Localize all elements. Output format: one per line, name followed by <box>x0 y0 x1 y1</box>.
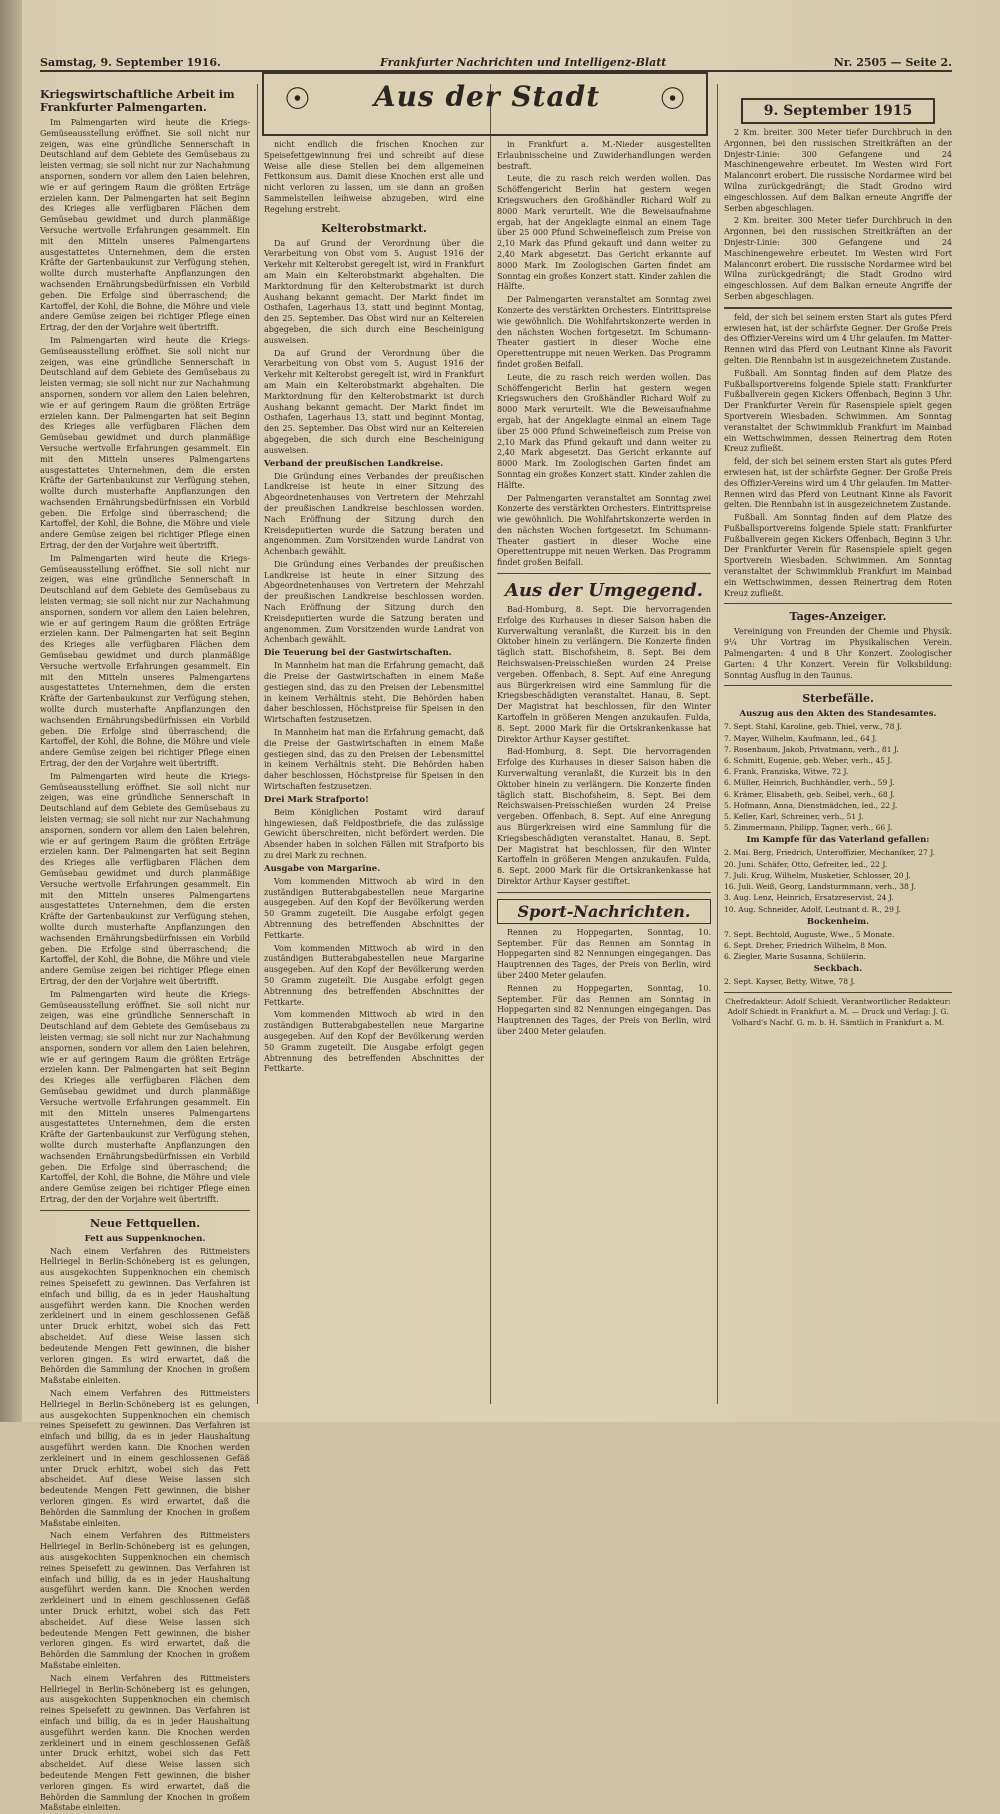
article-body-sport: Rennen zu Hoppegarten, Sonntag, 10. September. Für das Rennen am Sonntag in Hoppegarten sind 82 Nennungen eingegangen. Das Hauptrennen des Tages, der Preis von Berlin, wird über 2400 Meter gelaufen. Rennen zu Hoppegarten, Sonntag, 10. September. Für das Rennen am Sonntag in Hoppegarten sind 82 Nennungen eingegangen. Das Hauptrennen des Tages, der Preis von Berlin, wird über 2400 Meter gelaufen. <box>497 927 711 1036</box>
imprint: Chefredakteur: Adolf Schiedt. Verantwortlicher Redakteur: Adolf Schiedt in Frankfurt a. M. — Druck und Verlag: J. G. Volhard's Nachf. G. m. b. H. Sämtlich in Frankfurt a. M. <box>725 996 951 1028</box>
article-body-fettquellen: Nach einem Verfahren des Rittmeisters Hellriegel in Berlin-Schöneberg ist es gelungen, aus ausgekochten Suppenknochen ein chemisch reines Speisefett zu gewinnen. Das Verfahren ist einfach und billig, da es in jeder Haushaltung ausgeführt werden kann. Die Knochen werden zerkleinert und in einem geschlossenen Gefäß unter Druck erhitzt, wobei sich das Fett abscheidet. Auf diese Weise lassen sich bedeutende Mengen Fett gewinnen, die bisher verloren gingen. Es wird erwartet, daß die Behörden die Sammlung der Knochen in großem Maßstabe einleiten. Nach einem Verfahren des Rittmeisters Hellriegel in Berlin-Schöneberg ist es gelungen, aus ausgekochten Suppenknochen ein chemisch reines Speisefett zu gewinnen. Das Verfahren ist einfach und billig, da es in jeder Haushaltung ausgeführt werden kann. Die Knochen werden zerkleinert und in einem geschlossenen Gefäß unter Druck erhitzt, wobei sich das Fett abscheidet. Auf diese Weise lassen sich bedeutende Mengen Fett gewinnen, die bisher verloren gingen. Es wird erwartet, daß die Behörden die Sammlung der Knochen in großem Maßstabe einleiten. Nach einem Verfahren des Rittmeisters Hellriegel in Berlin-Schöneberg ist es gelungen, aus ausgekochten Suppenknochen ein chemisch reines Speisefett zu gewinnen. Das Verfahren ist einfach und billig, da es in jeder Haushaltung ausgeführt werden kann. Die Knochen werden zerkleinert und in einem geschlossenen Gefäß unter Druck erhitzt, wobei sich das Fett abscheidet. Auf diese Weise lassen sich bedeutende Mengen Fett gewinnen, die bisher verloren gingen. Es wird erwartet, daß die Behörden die Sammlung der Knochen in großem Maßstabe einleiten. Nach einem Verfahren des Rittmeisters Hellriegel in Berlin-Schöneberg ist es gelungen, aus ausgekochten Suppenknochen ein chemisch reines Speisefett zu gewinnen. Das Verfahren ist einfach und billig, da es in jeder Haushaltung ausgeführt werden kann. Die Knochen werden zerkleinert und in einem geschlossenen Gefäß unter Druck erhitzt, wobei sich das Fett abscheidet. Auf diese Weise lassen sich bedeutende Mengen Fett gewinnen, die bisher verloren gingen. Es wird erwartet, daß die Behörden die Sammlung der Knochen in großem Maßstabe einleiten. <box>40 1246 250 1813</box>
column-1 <box>40 84 250 1813</box>
seckbach-subheading: Seckbach. <box>813 964 863 975</box>
article-body-col4: feld, der sich bei seinem ersten Start als gutes Pferd erwiesen hat, ist der schärfste Gegner. Der Große Preis des Offizier-Vereins wird um 4 Uhr gelaufen. Im Matter-Rennen wird das Pferd von Leutnant Kinne als Favorit gelten. Die Rennbahn ist in ausgezeichnetem Zustande. Fußball. Am Sonntag finden auf dem Platze des Fußballsportvereins folgende Spiele statt: Frankfurter Fußballverein gegen Kickers Offenbach, Beginn 3 Uhr. Der Frankfurter Verein für Rasenspiele spielt gegen Sportverein Wiesbaden. Schwimmen. Am Sonntag veranstaltet der Schwimmklub Frankfurt im Mainbad ein Wettschwimmen, dessen Reinertrag dem Roten Kreuz zufließt. feld, der sich bei seinem ersten Start als gutes Pferd erwiesen hat, ist der schärfste Gegner. Der Große Preis des Offizier-Vereins wird um 4 Uhr gelaufen. Im Matter-Rennen wird das Pferd von Leutnant Kinne als Favorit gelten. Die Rennbahn ist in ausgezeichnetem Zustande. Fußball. Am Sonntag finden auf dem Platze des Fußballsportvereins folgende Spiele statt: Frankfurter Fußballverein gegen Kickers Offenbach, Beginn 3 Uhr. Der Frankfurter Verein für Rasenspiele spielt gegen Sportverein Wiesbaden. Schwimmen. Am Sonntag veranstaltet der Schwimmklub Frankfurt im Mainbad ein Wettschwimmen, dessen Reinertrag dem Roten Kreuz zufließt. <box>724 312 952 598</box>
list-item: 10. Aug. Schneider, Adolf, Leutnant d. R., 29 J. <box>724 904 902 914</box>
divider <box>497 573 711 574</box>
column-rule-3 <box>717 84 718 1404</box>
article-heading-margarine: Ausgabe von Margarine. <box>264 863 381 874</box>
article-lead-col2: nicht endlich die frischen Knochen zur Speisefettgewinnung frei und schreibt auf diese Weise alle diese Stellen bei dem allgemeinen Fettkonsum aus. Damit diese Knochen erst alle und nicht verloren zu lassen, um sie dann an großen Sammelstellen leihweise abzugeben, wird eine Regelung erstrebt. <box>264 140 484 214</box>
header-masthead: Frankfurter Nachrichten und Intelligenz-Blatt <box>380 56 667 69</box>
fallen-list <box>724 848 952 914</box>
divider <box>40 1210 250 1211</box>
list-item: 7. Sept. Bechtold, Auguste, Wwe., 5 Monate. <box>724 929 895 939</box>
article-body-landkreise: Die Gründung eines Verbandes der preußischen Landkreise ist heute in einer Sitzung des Abgeordnetenhauses von Vertretern der Mehrzahl der preußischen Landkreise beschlossen worden. Nach Eröffnung der Sitzung durch den Kreisdeputierten wurde die Satzung beraten und angenommen. Zum Vorsitzenden wurde Landrat von Achenbach gewählt. Die Gründung eines Verbandes der preußischen Landkreise ist heute in einer Sitzung des Abgeordnetenhauses von Vertretern der Mehrzahl der preußischen Landkreise beschlossen worden. Nach Eröffnung der Sitzung durch den Kreisdeputierten wurde die Satzung beraten und angenommen. Zum Vorsitzenden wurde Landrat von Achenbach gewählt. <box>264 471 484 645</box>
divider <box>497 892 711 893</box>
list-item: 20. Juni. Schäfer, Otto, Gefreiter, led., 22 J. <box>724 859 888 869</box>
column-rule-2 <box>490 84 491 1404</box>
article-subheading-fettquellen: Fett aus Suppenknochen. <box>84 1233 206 1244</box>
article-body-strafporto: Beim Königlichen Postamt wird darauf hingewiesen, daß Feldpostbriefe, die das zulässige Gewicht überschreiten, nicht befördert werden. Die Absender haben in solchen Fällen mit Strafporto bis zu drei Mark zu rechnen. <box>264 807 484 861</box>
article-heading-landkreise: Verband der preußischen Landkreise. <box>264 458 444 469</box>
article-body-tagesanzeiger: Vereinigung von Freunden der Chemie und Physik. 9¼ Uhr Vortrag im Physikalischen Verein. Palmengarten: 4 und 8 Uhr Konzert. Zoologischer Garten: 4 Uhr Konzert. Verein für Volksbildung: Sonntag Ausflug in den Taunus. <box>724 627 952 680</box>
death-list <box>724 722 952 833</box>
article-heading-umgegend: Aus der Umgegend. <box>505 580 703 602</box>
divider <box>724 992 952 993</box>
bockenheim-list <box>724 930 952 963</box>
article-body-col3: Leute, die zu rasch reich werden wollen. Das Schöffengericht Berlin hat gestern wegen Kriegswuchers den Großhändler Richard Wolf zu 8000 Mark verurteilt. Wie die Beweisaufnahme ergab, hat der Angeklagte einmal an einem Tage über 25 000 Pfund Schweinefleisch zum Preise von 2,10 Mark das Pfund gekauft und dann weiter zu 2,40 Mark abgesetzt. Das Gericht erkannte auf 8000 Mark. Im Zoologischen Garten findet am Sonntag ein großes Konzert statt. Kinder zahlen die Hälfte. Der Palmengarten veranstaltet am Sonntag zwei Konzerte des verstärkten Orchesters. Eintrittspreise wie gewöhnlich. Die Wohlfahrtskonzerte werden in den nächsten Wochen fortgesetzt. Im Schumann-Theater gastiert in dieser Woche eine Operettentruppe mit neuen Werken. Das Programm findet großen Beifall. Leute, die zu rasch reich werden wollen. Das Schöffengericht Berlin hat gestern wegen Kriegswuchers den Großhändler Richard Wolf zu 8000 Mark verurteilt. Wie die Beweisaufnahme ergab, hat der Angeklagte einmal an einem Tage über 25 000 Pfund Schweinefleisch zum Preise von 2,10 Mark das Pfund gekauft und dann weiter zu 2,40 Mark abgesetzt. Das Gericht erkannte auf 8000 Mark. Im Zoologischen Garten findet am Sonntag ein großes Konzert statt. Kinder zahlen die Hälfte. Der Palmengarten veranstaltet am Sonntag zwei Konzerte des verstärkten Orchesters. Eintrittspreise wie gewöhnlich. Die Wohlfahrtskonzerte werden in den nächsten Wochen fortgesetzt. Im Schumann-Theater gastiert in dieser Woche eine Operettentruppe mit neuen Werken. Das Programm findet großen Beifall. <box>497 174 711 568</box>
list-item: 7. Sept. Stahl, Karoline, geb. Thiel, verw., 78 J. <box>724 722 902 732</box>
article-lead-col3: in Frankfurt a. M.-Nieder ausgestellten Erlaubnisscheine und Zuwiderhandlungen werden bestraft. <box>497 140 711 171</box>
divider <box>724 685 952 686</box>
section-title: Aus der Stadt <box>373 80 601 113</box>
article-heading-gastwirtschaften: Die Teuerung bei der Gastwirtschaften. <box>264 648 452 659</box>
list-item: 6. Müller, Heinrich, Buchhändler, verh., 59 J. <box>724 778 895 788</box>
fallen-subheading: Im Kampfe für das Vaterland gefallen: <box>746 835 930 846</box>
article-heading-strafporto: Drei Mark Strafporto! <box>264 794 369 805</box>
ornament-right-icon: ☉ <box>659 82 686 117</box>
section-title-box <box>262 72 708 136</box>
divider <box>724 603 952 604</box>
article-body-kelterobst: Da auf Grund der Verordnung über die Verarbeitung von Obst vom 5. August 1916 der Verkehr mit Kelterobst geregelt ist, wird in Frankfurt am Main ein Kelterobstmarkt abgehalten. Die Marktordnung für den Kelterobstmarkt ist durch Aushang bekannt gemacht. Der Markt findet im Osthafen, Lagerhaus 13, statt und beginnt Montag, den 25. September. Das Obst wird nur an Keltereien abgegeben, die sich durch eine Bescheinigung ausweisen. Da auf Grund der Verordnung über die Verarbeitung von Obst vom 5. August 1916 der Verkehr mit Kelterobst geregelt ist, wird in Frankfurt am Main ein Kelterobstmarkt abgehalten. Die Marktordnung für den Kelterobstmarkt ist durch Aushang bekannt gemacht. Der Markt findet im Osthafen, Lagerhaus 13, statt und beginnt Montag, den 25. September. Das Obst wird nur an Keltereien abgegeben, die sich durch eine Bescheinigung ausweisen. <box>264 238 484 455</box>
column-4 <box>724 128 952 1404</box>
divider <box>724 307 952 309</box>
article-body-palmengarten: Im Palmengarten wird heute die Kriegs-Gemüseausstellung eröffnet. Sie soll nicht nur zeigen, was eine gründliche Sennerschaft in Deutschland auf dem Gebiete des Gemüsebaus zu leisten vermag; sie soll nicht nur zur Nachahmung anspornen, sondern vor allem den Laien belehren, wie er auf geringem Raum die größten Erträge erzielen kann. Der Palmengarten hat seit Beginn des Krieges alle verfügbaren Flächen dem Gemüsebau gewidmet und durch planmäßige Versuche wertvolle Erfahrungen gesammelt. Ein mit den Mitteln unseres Palmengartens ausgestattetes Unternehmen, dem die ersten Kräfte der Gartenbaukunst zur Verfügung stehen, wollte durch musterhafte Anpflanzungen den wachsenden Ernährungsbedürfnissen ein Vorbild geben. Die Erfolge sind überraschend; die Kartoffel, der Kohl, die Bohne, die Möhre und viele andere Gemüse zeigen bei richtiger Pflege einen Ertrag, der den der Vorjahre weit übertrifft. Im Palmengarten wird heute die Kriegs-Gemüseausstellung eröffnet. Sie soll nicht nur zeigen, was eine gründliche Sennerschaft in Deutschland auf dem Gebiete des Gemüsebaus zu leisten vermag; sie soll nicht nur zur Nachahmung anspornen, sondern vor allem den Laien belehren, wie er auf geringem Raum die größten Erträge erzielen kann. Der Palmengarten hat seit Beginn des Krieges alle verfügbaren Flächen dem Gemüsebau gewidmet und durch planmäßige Versuche wertvolle Erfahrungen gesammelt. Ein mit den Mitteln unseres Palmengartens ausgestattetes Unternehmen, dem die ersten Kräfte der Gartenbaukunst zur Verfügung stehen, wollte durch musterhafte Anpflanzungen den wachsenden Ernährungsbedürfnissen ein Vorbild geben. Die Erfolge sind überraschend; die Kartoffel, der Kohl, die Bohne, die Möhre und viele andere Gemüse zeigen bei richtiger Pflege einen Ertrag, der den der Vorjahre weit übertrifft. Im Palmengarten wird heute die Kriegs-Gemüseausstellung eröffnet. Sie soll nicht nur zeigen, was eine gründliche Sennerschaft in Deutschland auf dem Gebiete des Gemüsebaus zu leisten vermag; sie soll nicht nur zur Nachahmung anspornen, sondern vor allem den Laien belehren, wie er auf geringem Raum die größten Erträge erzielen kann. Der Palmengarten hat seit Beginn des Krieges alle verfügbaren Flächen dem Gemüsebau gewidmet und durch planmäßige Versuche wertvolle Erfahrungen gesammelt. Ein mit den Mitteln unseres Palmengartens ausgestattetes Unternehmen, dem die ersten Kräfte der Gartenbaukunst zur Verfügung stehen, wollte durch musterhafte Anpflanzungen den wachsenden Ernährungsbedürfnissen ein Vorbild geben. Die Erfolge sind überraschend; die Kartoffel, der Kohl, die Bohne, die Möhre und viele andere Gemüse zeigen bei richtiger Pflege einen Ertrag, der den der Vorjahre weit übertrifft. Im Palmengarten wird heute die Kriegs-Gemüseausstellung eröffnet. Sie soll nicht nur zeigen, was eine gründliche Sennerschaft in Deutschland auf dem Gebiete des Gemüsebaus zu leisten vermag; sie soll nicht nur zur Nachahmung anspornen, sondern vor allem den Laien belehren, wie er auf geringem Raum die größten Erträge erzielen kann. Der Palmengarten hat seit Beginn des Krieges alle verfügbaren Flächen dem Gemüsebau gewidmet und durch planmäßige Versuche wertvolle Erfahrungen gesammelt. Ein mit den Mitteln unseres Palmengartens ausgestattetes Unternehmen, dem die ersten Kräfte der Gartenbaukunst zur Verfügung stehen, wollte durch musterhafte Anpflanzungen den wachsenden Ernährungsbedürfnissen ein Vorbild geben. Die Erfolge sind überraschend; die Kartoffel, der Kohl, die Bohne, die Möhre und viele andere Gemüse zeigen bei richtiger Pflege einen Ertrag, der den der Vorjahre weit übertrifft. Im Palmengarten wird heute die Kriegs-Gemüseausstellung eröffnet. Sie soll nicht nur zeigen, was eine gründliche Sennerschaft in Deutschland auf dem Gebiete des Gemüsebaus zu leisten vermag; sie soll nicht nur zur Nachahmung anspornen, sondern vor allem den Laien belehren, wie er auf geringem Raum die größten Erträge erzielen kann. Der Palmengarten hat seit Beginn des Krieges alle verfügbaren Flächen dem Gemüsebau gewidmet und durch planmäßige Versuche wertvolle Erfahrungen gesammelt. Ein mit den Mitteln unseres Palmengartens ausgestattetes Unternehmen, dem die ersten Kräfte der Gartenbaukunst zur Verfügung stehen, wollte durch musterhafte Anpflanzungen den wachsenden Ernährungsbedürfnissen ein Vorbild geben. Die Erfolge sind überraschend; die Kartoffel, der Kohl, die Bohne, die Möhre und viele andere Gemüse zeigen bei richtiger Pflege einen Ertrag, der den der Vorjahre weit übertrifft. <box>40 118 250 1204</box>
list-item: 7. Juli. Krug, Wilhelm, Musketier, Schlosser, 20 J. <box>724 870 911 880</box>
article-heading-sterbefaelle: Sterbefälle. <box>802 692 874 706</box>
list-item: 7. Mayer, Wilhelm, Kaufmann, led., 64 J. <box>724 733 878 743</box>
bockenheim-subheading: Bockenheim. <box>806 916 870 927</box>
article-heading-fettquellen: Neue Fettquellen. <box>89 1216 201 1230</box>
article-heading-kelterobst: Kelterobstmarkt. <box>321 221 427 235</box>
list-item: 6. Krämer, Elisabeth, geb. Seibel, verh., 68 J. <box>724 789 895 799</box>
list-item: 6. Sept. Dreher, Friedrich Wilhelm, 8 Mon. <box>724 940 887 950</box>
list-item: 3. Aug. Lenz, Heinrich, Ersatzreservist, 24 J. <box>724 893 894 903</box>
article-body-margarine: Vom kommenden Mittwoch ab wird in den zuständigen Butterabgabestellen neue Margarine ausgegeben. Auf den Kopf der Bevölkerung werden 50 Gramm zugeteilt. Die Ausgabe erfolgt gegen Abtrennung des betreffenden Abschnittes der Fettkarte. Vom kommenden Mittwoch ab wird in den zuständigen Butterabgabestellen neue Margarine ausgegeben. Auf den Kopf der Bevölkerung werden 50 Gramm zugeteilt. Die Ausgabe erfolgt gegen Abtrennung des betreffenden Abschnittes der Fettkarte. Vom kommenden Mittwoch ab wird in den zuständigen Butterabgabestellen neue Margarine ausgegeben. Auf den Kopf der Bevölkerung werden 50 Gramm zugeteilt. Die Ausgabe erfolgt gegen Abtrennung des betreffenden Abschnittes der Fettkarte. <box>264 876 484 1074</box>
date-box: 9. September 1915 <box>741 98 935 124</box>
article-body-gastwirtschaften: In Mannheim hat man die Erfahrung gemacht, daß die Preise der Gastwirtschaften in einem Maße gestiegen sind, das zu den Preisen der Lebensmittel in keinem Verhältnis steht. Die Behörden haben daher beschlossen, Höchstpreise für Speisen in den Wirtschaften festzusetzen. In Mannheim hat man die Erfahrung gemacht, daß die Preise der Gastwirtschaften in einem Maße gestiegen sind, das zu den Preisen der Lebensmittel in keinem Verhältnis steht. Die Behörden haben daher beschlossen, Höchstpreise für Speisen in den Wirtschaften festzusetzen. <box>264 661 484 792</box>
list-item: 6. Schmitt, Eugenie, geb. Weber, verh., 45 J. <box>724 756 893 766</box>
column-2 <box>264 140 484 1404</box>
list-item: 7. Rosenbaum, Jakob, Privatmann, verh., 81 J. <box>724 744 899 754</box>
article-body-datebox: 2 Km. breiter. 300 Meter tiefer Durchbruch in den Argonnen, bei den russischen Streitkräften an der Dnjestr-Linie: 300 Gefangene und 24 Maschinengewehre erbeutet. Im Westen wird Fort Malanconrt erobert. Die russische Nordarmee wird bei Wilna zurückgedrängt; die Stadt Grodno wird eingeschlossen. Auf dem Balkan erneute Angriffe der Serben abgeschlagen. 2 Km. breiter. 300 Meter tiefer Durchbruch in den Argonnen, bei den russischen Streitkräften an der Dnjestr-Linie: 300 Gefangene und 24 Maschinengewehre erbeutet. Im Westen wird Fort Malanconrt erobert. Die russische Nordarmee wird bei Wilna zurückgedrängt; die Stadt Grodno wird eingeschlossen. Auf dem Balkan erneute Angriffe der Serben abgeschlagen. <box>724 128 952 301</box>
list-item: 6. Frank, Franziska, Witwe, 72 J. <box>724 767 849 777</box>
list-item: 5. Keller, Karl, Schreiner, verh., 51 J. <box>724 812 864 822</box>
column-3 <box>497 140 711 1404</box>
column-rule-1 <box>257 84 258 1404</box>
article-heading-palmengarten: Kriegswirtschaftliche Arbeit im Frankfurter Palmengarten. <box>40 88 235 114</box>
list-item: 2. Mai. Berg, Friedrich, Unteroffizier, Mechaniker, 27 J. <box>724 848 936 858</box>
header-date: Samstag, 9. September 1916. <box>40 56 221 69</box>
list-item: 2. Sept. Kayser, Betty, Witwe, 78 J. <box>724 977 856 987</box>
list-item: 5. Zimmermann, Philipp, Tagner, verh., 66 J. <box>724 823 893 833</box>
list-item: 6. Ziegler, Marie Susanna, Schülerin. <box>724 952 866 962</box>
article-body-umgegend: Bad-Homburg, 8. Sept. Die hervorragenden Erfolge des Kurhauses in dieser Saison haben die Kurverwaltung veranlaßt, die Kurzeit bis in den Oktober hinein zu verlängern. Die Konzerte finden täglich statt. Bischofsheim, 8. Sept. Bei dem Reichswaisen-Preisschießen wurden 24 Preise vergeben. Offenbach, 8. Sept. Auf eine Anregung aus Bürgerkreisen wird eine Sammlung für die Kriegsbeschädigten veranstaltet. Hanau, 8. Sept. Der Magistrat hat beschlossen, für den Winter Kartoffeln in größeren Mengen anzukaufen. Fulda, 8. Sept. 2000 Mark für die Ortskrankenkasse hat Direktor Arthur Kayser gestiftet. Bad-Homburg, 8. Sept. Die hervorragenden Erfolge des Kurhauses in dieser Saison haben die Kurverwaltung veranlaßt, die Kurzeit bis in den Oktober hinein zu verlängern. Die Konzerte finden täglich statt. Bischofsheim, 8. Sept. Bei dem Reichswaisen-Preisschießen wurden 24 Preise vergeben. Offenbach, 8. Sept. Auf eine Anregung aus Bürgerkreisen wird eine Sammlung für die Kriegsbeschädigten veranstaltet. Hanau, 8. Sept. Der Magistrat hat beschlossen, für den Winter Kartoffeln in größeren Mengen anzukaufen. Fulda, 8. Sept. 2000 Mark für die Ortskrankenkasse hat Direktor Arthur Kayser gestiftet. <box>497 605 711 886</box>
ornament-left-icon: ☉ <box>284 82 311 117</box>
article-heading-tagesanzeiger: Tages-Anzeiger. <box>789 610 887 624</box>
seckbach-list <box>724 977 952 987</box>
sterbefaelle-subheading: Auszug aus den Akten des Standesamtes. <box>739 709 937 720</box>
article-heading-sport: Sport-Nachrichten. <box>497 899 711 924</box>
list-item: 16. Juli. Weiß, Georg, Landsturmmann, verh., 38 J. <box>724 882 916 892</box>
header-issue: Nr. 2505 — Seite 2. <box>833 56 952 69</box>
list-item: 5. Hofmann, Anna, Dienstmädchen, led., 22 J. <box>724 800 898 810</box>
page-binding <box>0 0 22 1422</box>
